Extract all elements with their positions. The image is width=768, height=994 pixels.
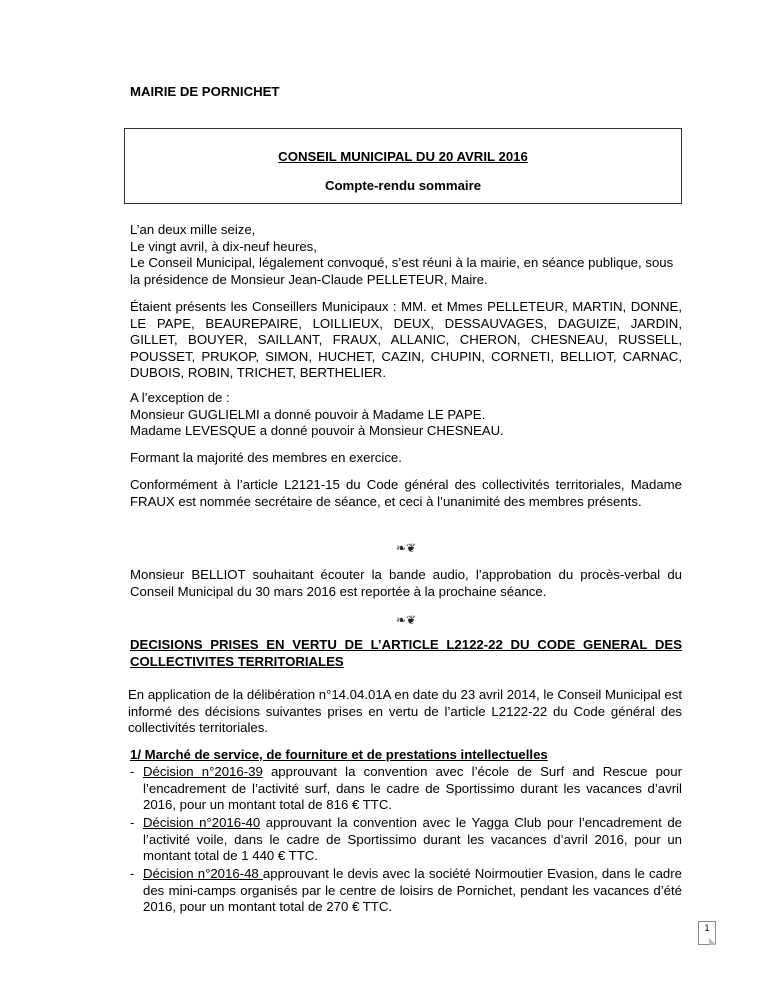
- mairie-heading: MAIRIE DE PORNICHET: [130, 84, 280, 99]
- page-number-badge: [698, 921, 716, 945]
- decision-item: [130, 866, 682, 916]
- decision-text: approuvant la convention avec l’école de Surf and Rescue pour l’encadrement de l’activité surf, dans le cadre de Sportissimo durant les vacances d’avril 2016, pour un montant total de 816 € TTC.: [143, 764, 682, 813]
- decision-list: [130, 764, 682, 814]
- exception-line-2: Madame LEVESQUE a donné pouvoir à Monsieur CHESNEAU.: [130, 423, 504, 439]
- section-ornament: ❧❦: [395, 613, 417, 627]
- document-title: CONSEIL MUNICIPAL DU 20 AVRIL 2016: [278, 149, 528, 164]
- list-dash: -: [130, 815, 135, 830]
- exception-line-1: Monsieur GUGLIELMI a donné pouvoir à Madame LE PAPE.: [130, 406, 486, 422]
- title-box: [124, 128, 682, 204]
- exceptions-heading: A l’exception de :: [130, 390, 230, 405]
- secretaire-paragraph: Conformément à l’article L2121-15 du Code général des collectivités territoriales, Madame FRAUX est nommée secrétaire de séance, et ceci à l’unanimité des membres présents.: [130, 477, 682, 509]
- decision-list: [130, 866, 682, 916]
- decision-item: [130, 764, 682, 814]
- intro-line-3: Le Conseil Municipal, légalement convoqué, s’est réuni à la mairie, en séance publique, sous la présidence de Monsieur Jean-Claude PELLETEUR, Maire.: [130, 255, 674, 287]
- section-ornament: ❧❦: [395, 541, 417, 555]
- list-dash: -: [130, 866, 135, 881]
- presents-paragraph: Étaient présents les Conseillers Municipaux : MM. et Mmes PELLETEUR, MARTIN, DONNE, LE PAPE, BEAUREPAIRE, LOILLIEUX, DEUX, DESSAUVAGES, DAGUIZE, JARDIN, GILLET, BOUYER, SAILLANT, FRAUX, ALLANIC, CHERON, CHESNEAU, RUSSELL, POUSSET, PRUKOP, SIMON, HUCHET, CAZIN, CHUPIN, CORNETI, BELLIOT, CARNAC, DUBOIS, ROBIN, TRICHET, BERTHELIER.: [130, 299, 682, 381]
- decision-reference: Décision n°2016-39: [143, 764, 263, 779]
- list-dash: -: [130, 764, 135, 779]
- intro-line-2: Le vingt avril, à dix-neuf heures,: [130, 238, 317, 254]
- document-subtitle: Compte-rendu sommaire: [324, 178, 482, 193]
- page-number: 1: [704, 923, 710, 933]
- decision-text: approuvant le devis avec la société Noirmoutier Evasion, dans le cadre des mini-camps organisés par le centre de loisirs de Pornichet, pendant les vacances d’été 2016, pour un montant total de 270 € TTC.: [143, 866, 682, 915]
- belliot-paragraph: Monsieur BELLIOT souhaitant écouter la bande audio, l’approbation du procès-verbal du Conseil Municipal du 30 mars 2016 est reportée à la prochaine séance.: [130, 567, 682, 599]
- exceptions-paragraph: [130, 390, 682, 440]
- decision-reference: Décision n°2016-40: [143, 815, 261, 830]
- intro-line-1: L’an deux mille seize,: [130, 222, 256, 237]
- decision-text: approuvant la convention avec le Yagga Club pour l’encadrement de l’activité voile, dans le cadre de Sportissimo durant les vacances d’avril 2016, pour un montant total de 1 440 € TTC.: [143, 815, 682, 864]
- decisions-heading: DECISIONS PRISES EN VERTU DE L’ARTICLE L2122-22 DU CODE GENERAL DES COLLECTIVITES TERRITORIALES: [130, 637, 682, 669]
- application-paragraph: En application de la délibération n°14.04.01A en date du 23 avril 2014, le Conseil Municipal est informé des décisions suivantes prises en vertu de l’article L2122-22 du Code général des collectivités territoriales.: [128, 687, 682, 736]
- decision-item: [130, 815, 682, 865]
- page-fold-icon: [709, 938, 716, 945]
- intro-paragraph: [130, 222, 682, 288]
- section-1-title: 1/ Marché de service, de fourniture et de prestations intellectuelles: [130, 747, 548, 762]
- decision-list: [130, 815, 682, 865]
- majorite-paragraph: Formant la majorité des membres en exercice.: [130, 450, 402, 465]
- decision-reference: Décision n°2016-48: [143, 866, 263, 881]
